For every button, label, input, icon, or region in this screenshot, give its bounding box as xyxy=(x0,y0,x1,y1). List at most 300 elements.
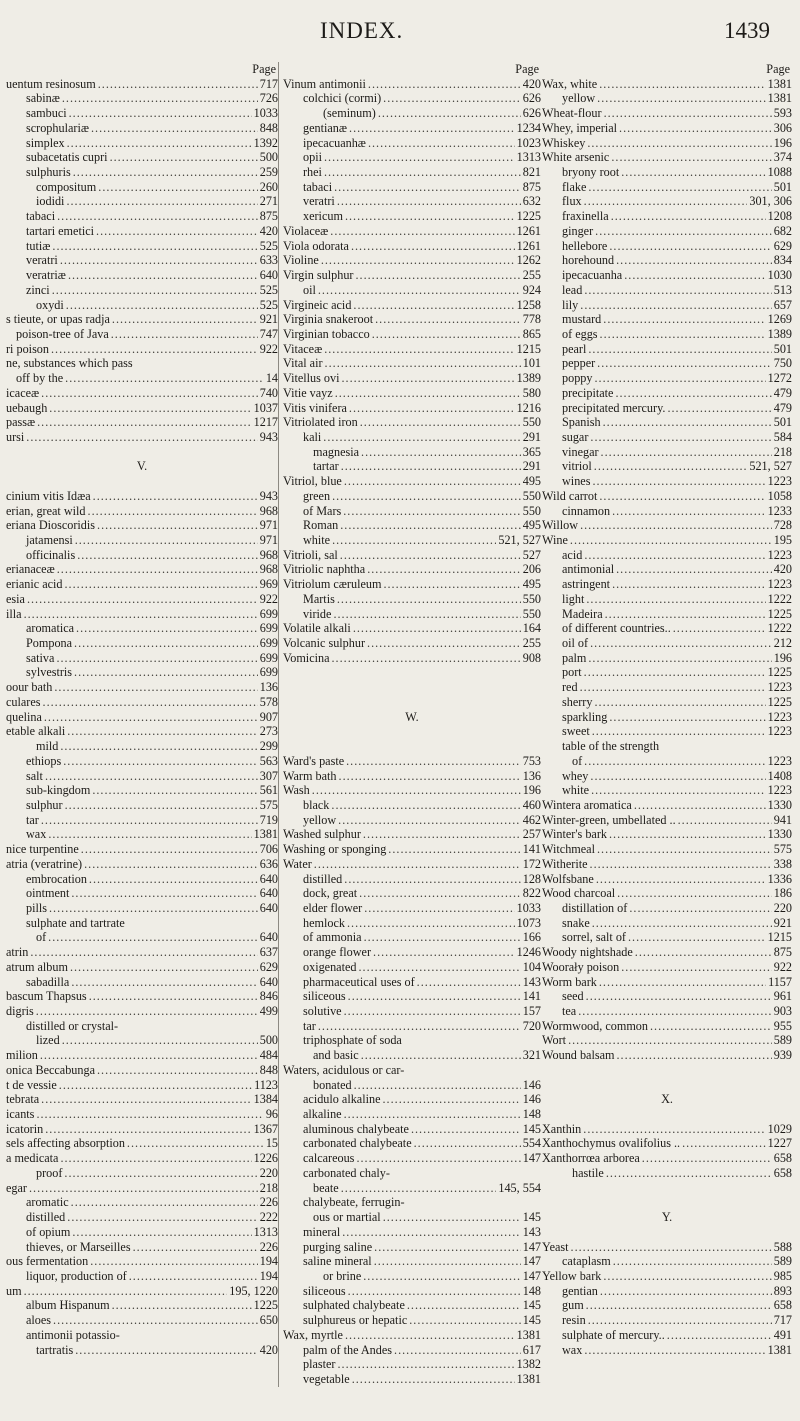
index-entry xyxy=(6,857,278,872)
entry-page-ref: 626 xyxy=(522,106,541,121)
entry-term: tar xyxy=(26,812,39,827)
entry-term: wax xyxy=(26,827,47,842)
dot-leader xyxy=(364,901,514,916)
entry-page-ref: 636 xyxy=(259,856,278,871)
index-column-1 xyxy=(6,62,278,1357)
entry-term: ginger xyxy=(562,223,594,238)
index-entry xyxy=(6,827,278,842)
entry-page-ref: 903 xyxy=(773,1004,792,1018)
dot-leader xyxy=(383,1092,521,1107)
entry-term: jatamensi xyxy=(26,533,73,547)
entry-page-ref: 479 xyxy=(773,400,792,415)
entry-page-ref: 212 xyxy=(773,636,792,651)
dot-leader xyxy=(27,592,258,607)
index-entry xyxy=(6,356,278,371)
dot-leader xyxy=(24,1284,228,1299)
entry-term: tabaci xyxy=(26,209,56,224)
entry-page-ref: 291 xyxy=(522,429,541,444)
index-entry xyxy=(542,1048,792,1063)
entry-page-ref: 699 xyxy=(259,650,278,665)
index-entry xyxy=(6,1004,278,1019)
entry-term: saline mineral xyxy=(303,1254,372,1269)
dot-leader xyxy=(584,548,765,563)
blank-line xyxy=(6,474,278,489)
entry-term: black xyxy=(303,797,330,812)
entry-term: Whiskey xyxy=(542,135,586,150)
index-entry xyxy=(542,386,792,401)
entry-page-ref: 1367 xyxy=(253,1121,278,1136)
index-entry xyxy=(6,121,278,136)
index-entry xyxy=(6,371,278,386)
page-number: 1439 xyxy=(724,18,770,43)
index-entry xyxy=(283,1136,541,1151)
dot-leader xyxy=(110,150,258,165)
entry-page-ref: 420 xyxy=(259,223,278,238)
entry-term: cinnamon xyxy=(562,503,611,518)
entry-term: sels affecting absorption xyxy=(6,1136,125,1151)
entry-term: Waters, acidulous or car- xyxy=(283,1062,405,1077)
dot-leader xyxy=(409,1313,520,1328)
index-entry xyxy=(6,1343,278,1358)
index-entry xyxy=(6,989,278,1004)
index-entry xyxy=(542,1151,792,1166)
dot-leader xyxy=(334,180,521,195)
entry-term: sulphuris xyxy=(26,165,71,180)
dot-leader xyxy=(580,680,766,695)
index-entry xyxy=(283,930,541,945)
dot-leader xyxy=(374,1240,521,1255)
entry-term: proof xyxy=(36,1165,63,1180)
entry-page-ref: 136 xyxy=(522,768,541,783)
index-entry xyxy=(542,724,792,739)
index-entry xyxy=(283,607,541,622)
entry-page-ref: 1313 xyxy=(253,1224,278,1239)
index-entry xyxy=(6,1151,278,1166)
entry-page-ref: 513 xyxy=(773,282,792,297)
dot-leader xyxy=(89,872,258,887)
entry-page-ref: 1225 xyxy=(253,1298,278,1313)
index-entry xyxy=(283,1254,541,1269)
entry-term: magnesia xyxy=(313,444,360,459)
entry-term: light xyxy=(562,591,585,606)
entry-page-ref: 1336 xyxy=(767,871,792,886)
index-entry xyxy=(283,489,541,504)
index-entry xyxy=(6,1136,278,1151)
index-entry xyxy=(6,91,278,106)
dot-leader xyxy=(41,813,258,828)
entry-page-ref: 271 xyxy=(259,194,278,209)
dot-leader xyxy=(612,504,766,519)
dot-leader xyxy=(580,518,772,533)
index-entry xyxy=(6,136,278,151)
dot-leader xyxy=(54,680,257,695)
blank-line xyxy=(542,1107,792,1122)
dot-leader xyxy=(414,1136,521,1151)
dot-leader xyxy=(331,798,520,813)
entry-term: Worm bark xyxy=(542,974,597,989)
dot-leader xyxy=(314,857,521,872)
index-entry xyxy=(6,1298,278,1313)
entry-term: sub-kingdom xyxy=(26,783,91,798)
blank-line xyxy=(283,724,541,739)
index-entry xyxy=(6,489,278,504)
entry-page-ref: 554 xyxy=(522,1136,541,1151)
dot-leader xyxy=(332,651,521,666)
entry-page-ref: 145 xyxy=(522,1210,541,1225)
entry-page-ref: 747 xyxy=(259,326,278,341)
index-entry xyxy=(283,165,541,180)
entry-term: white xyxy=(562,783,590,798)
dot-leader xyxy=(383,91,521,106)
index-entry xyxy=(542,371,792,386)
entry-term: cataplasm xyxy=(562,1254,611,1269)
entry-page-ref: 491 xyxy=(773,1327,792,1342)
entry-page-ref: 501 xyxy=(773,341,792,356)
entry-page-ref: 1033 xyxy=(516,900,541,915)
entry-term: lead xyxy=(562,282,583,297)
entry-page-ref: 495 xyxy=(522,518,541,533)
entry-term: Wolfsbane xyxy=(542,871,594,886)
index-entry xyxy=(6,960,278,975)
dot-leader xyxy=(571,1240,772,1255)
dot-leader xyxy=(588,180,771,195)
index-entry xyxy=(283,1004,541,1019)
index-entry xyxy=(6,1328,278,1343)
entry-term: liquor, production of xyxy=(26,1268,127,1283)
index-entry xyxy=(542,783,792,798)
entry-term: vinegar xyxy=(562,444,599,459)
index-entry xyxy=(6,224,278,239)
index-column-3 xyxy=(542,62,792,1357)
page-column-heading xyxy=(283,62,541,77)
dot-leader xyxy=(417,975,521,990)
entry-page-ref: 1225 xyxy=(516,209,541,224)
entry-term: of different countries.. xyxy=(562,621,671,636)
index-entry xyxy=(6,798,278,813)
index-entry xyxy=(542,1313,792,1328)
index-entry xyxy=(6,77,278,92)
index-entry xyxy=(283,798,541,813)
entry-page-ref: 484 xyxy=(259,1048,278,1063)
entry-page-ref: 1029 xyxy=(767,1121,792,1136)
dot-leader xyxy=(594,695,765,710)
dot-leader xyxy=(388,842,520,857)
entry-term: Volatile alkali xyxy=(283,621,351,636)
entry-page-ref: 1408 xyxy=(767,768,792,783)
index-entry xyxy=(542,1004,792,1019)
entry-page-ref: 495 xyxy=(522,474,541,489)
index-entry xyxy=(542,1328,792,1343)
section-letter-text: X. xyxy=(661,1092,673,1107)
entry-term: oxydi xyxy=(36,297,64,312)
dot-leader xyxy=(596,872,766,887)
index-entry xyxy=(6,401,278,416)
entry-term: vitriol xyxy=(562,459,592,474)
index-entry xyxy=(542,150,792,165)
entry-page-ref: 365 xyxy=(522,444,541,459)
entry-page-ref: 1246 xyxy=(516,945,541,960)
entry-page-ref: 1223 xyxy=(767,783,792,798)
index-entry xyxy=(542,268,792,283)
blank-line xyxy=(542,1225,792,1240)
index-entry xyxy=(6,342,278,357)
entry-page-ref: 1225 xyxy=(767,606,792,621)
index-entry xyxy=(283,651,541,666)
entry-page-ref: 460 xyxy=(522,797,541,812)
entry-term: mustard xyxy=(562,312,602,327)
entry-term: Virgin sulphur xyxy=(283,268,354,283)
index-entry xyxy=(6,916,278,931)
entry-term: xericum xyxy=(303,209,343,224)
entry-term: culares xyxy=(6,694,41,709)
entry-term: elder flower xyxy=(303,900,363,915)
dot-leader xyxy=(346,754,521,769)
entry-page-ref: 969 xyxy=(259,577,278,592)
entry-term: Vomicina xyxy=(283,650,330,665)
entry-page-ref: 291 xyxy=(522,459,541,474)
entry-term: ipecacuanha xyxy=(562,268,623,283)
dot-leader xyxy=(603,415,772,430)
entry-page-ref: 521, 527 xyxy=(749,459,792,474)
entry-term: sylvestris xyxy=(26,665,73,680)
dot-leader xyxy=(344,1107,521,1122)
index-entry xyxy=(542,430,792,445)
dot-leader xyxy=(36,1107,263,1122)
dot-leader xyxy=(344,1004,521,1019)
index-entry xyxy=(283,77,541,92)
index-entry xyxy=(542,1343,792,1358)
entry-term: gum xyxy=(562,1298,584,1313)
index-entry xyxy=(6,872,278,887)
section-letter-text: V. xyxy=(136,459,148,474)
entry-page-ref: 822 xyxy=(522,886,541,901)
index-entry xyxy=(542,916,792,931)
dot-leader xyxy=(48,827,251,842)
index-entry xyxy=(6,562,278,577)
dot-leader xyxy=(67,1210,257,1225)
dot-leader xyxy=(595,224,772,239)
entry-page-ref: 1208 xyxy=(767,209,792,224)
index-entry xyxy=(542,901,792,916)
entry-page-ref: 1381 xyxy=(767,91,792,106)
entry-page-ref: 527 xyxy=(522,547,541,562)
entry-term: distilled or crystal- xyxy=(26,1018,119,1033)
entry-term: oour bath xyxy=(6,680,53,695)
index-entry xyxy=(542,327,792,342)
entry-term: ipecacuanhæ xyxy=(303,135,366,150)
entry-page-ref: 196 xyxy=(773,650,792,665)
entry-page-ref: 580 xyxy=(522,385,541,400)
dot-leader xyxy=(600,327,766,342)
entry-page-ref: 1381 xyxy=(516,1371,541,1386)
dot-leader xyxy=(361,1048,521,1063)
dot-leader xyxy=(591,783,766,798)
entry-term: table of the strength xyxy=(562,739,660,754)
dot-leader xyxy=(71,975,257,990)
index-entry xyxy=(542,504,792,519)
index-entry xyxy=(542,1033,792,1048)
entry-page-ref: 968 xyxy=(259,562,278,577)
page-column-heading xyxy=(542,62,792,77)
index-entry xyxy=(542,695,792,710)
dot-leader xyxy=(323,430,520,445)
index-entry xyxy=(6,1225,278,1240)
dot-leader xyxy=(411,1122,521,1137)
index-entry xyxy=(542,445,792,460)
section-letter xyxy=(283,710,541,725)
entry-page-ref: 921 xyxy=(773,915,792,930)
dot-leader xyxy=(616,253,772,268)
dot-leader xyxy=(592,724,766,739)
dot-leader xyxy=(667,1328,772,1343)
entry-term: veratri xyxy=(26,253,58,268)
entry-term: Vitis vinifera xyxy=(283,400,347,415)
index-entry xyxy=(283,327,541,342)
index-entry xyxy=(6,769,278,784)
entry-page-ref: 550 xyxy=(522,606,541,621)
entry-term: solutive xyxy=(303,1004,342,1018)
index-entry xyxy=(283,91,541,106)
entry-page-ref: 657 xyxy=(773,297,792,312)
dot-leader xyxy=(60,253,258,268)
entry-term: Vitie vayz xyxy=(283,385,333,400)
entry-page-ref: 626 xyxy=(522,91,541,106)
index-entry xyxy=(542,1019,792,1034)
dot-leader xyxy=(52,239,257,254)
index-entry xyxy=(6,680,278,695)
entry-term: whey xyxy=(562,768,589,783)
dot-leader xyxy=(616,1048,771,1063)
entry-term: sambuci xyxy=(26,106,67,121)
entry-term: icatorin xyxy=(6,1121,44,1136)
index-entry xyxy=(542,827,792,842)
entry-term: viride xyxy=(303,606,332,621)
index-entry xyxy=(542,769,792,784)
dot-leader xyxy=(348,1284,521,1299)
dot-leader xyxy=(586,989,772,1004)
entry-page-ref: 147 xyxy=(522,1239,541,1254)
entry-term: Volcanic sulphur xyxy=(283,636,366,651)
entry-term: tar xyxy=(303,1018,316,1033)
entry-page-ref: 1217 xyxy=(253,415,278,430)
entry-term: wines xyxy=(562,474,591,489)
dot-leader xyxy=(75,1343,257,1358)
dot-leader xyxy=(597,842,772,857)
entry-term: zinci xyxy=(26,282,50,297)
entry-term: sabinæ xyxy=(26,91,60,106)
entry-page-ref: 971 xyxy=(259,518,278,533)
entry-page-ref: 525 xyxy=(259,238,278,253)
dot-leader xyxy=(24,607,258,622)
index-entry xyxy=(283,945,541,960)
dot-leader xyxy=(45,1122,251,1137)
entry-term: seed xyxy=(562,989,584,1004)
index-entry xyxy=(283,371,541,386)
dot-leader xyxy=(89,989,258,1004)
dot-leader xyxy=(332,489,521,504)
entry-page-ref: 220 xyxy=(773,900,792,915)
index-entry xyxy=(542,533,792,548)
dot-leader xyxy=(650,1019,772,1034)
index-entry xyxy=(283,783,541,798)
entry-page-ref: 1222 xyxy=(767,591,792,606)
dot-leader xyxy=(342,1225,520,1240)
entry-term: sulphate of mercury.. xyxy=(562,1327,665,1342)
dot-leader xyxy=(57,209,258,224)
blank-line xyxy=(283,695,541,710)
entry-term: Xanthochymus ovalifolius .. xyxy=(542,1136,681,1151)
entry-term: carbonated chaly- xyxy=(303,1165,390,1180)
entry-term: sweet xyxy=(562,724,590,739)
entry-page-ref: 501 xyxy=(773,179,792,194)
entry-term: precipitate xyxy=(562,385,614,400)
dot-leader xyxy=(599,77,765,92)
dot-leader xyxy=(383,577,520,592)
section-letter xyxy=(542,1210,792,1225)
index-entry xyxy=(542,489,792,504)
entry-page-ref: 848 xyxy=(259,1062,278,1077)
entry-term: poison-tree of Java xyxy=(16,326,109,341)
entry-term: ursi xyxy=(6,429,25,444)
entry-page-ref: 1223 xyxy=(767,753,792,768)
entry-term: Woorały poison xyxy=(542,959,620,974)
index-entry xyxy=(283,872,541,887)
index-entry xyxy=(6,1122,278,1137)
index-entry xyxy=(542,872,792,887)
entry-term: sulphureus or hepatic xyxy=(303,1313,408,1328)
entry-term: of ammonia xyxy=(303,930,362,945)
index-entry xyxy=(283,342,541,357)
index-entry xyxy=(542,1136,792,1151)
entry-term: gentian xyxy=(562,1283,598,1298)
entry-page-ref: 875 xyxy=(773,945,792,960)
entry-page-ref: 273 xyxy=(259,724,278,739)
dot-leader xyxy=(601,445,772,460)
entry-term: Violaceæ xyxy=(283,223,329,238)
index-entry xyxy=(283,430,541,445)
entry-term: Yeast xyxy=(542,1239,569,1254)
index-entry xyxy=(283,1210,541,1225)
entry-page-ref: 1330 xyxy=(767,797,792,812)
entry-page-ref: 321 xyxy=(522,1048,541,1063)
dot-leader xyxy=(53,1313,258,1328)
entry-term: (seminum) xyxy=(323,106,376,121)
entry-term: uentum resinosum xyxy=(6,76,96,91)
entry-page-ref: 1225 xyxy=(767,694,792,709)
index-entry xyxy=(6,739,278,754)
index-entry xyxy=(283,1107,541,1122)
index-column-2 xyxy=(278,62,541,1387)
entry-page-ref: 500 xyxy=(259,1033,278,1048)
entry-term: ointment xyxy=(26,886,70,901)
entry-page-ref: 658 xyxy=(773,1151,792,1166)
index-entry xyxy=(542,459,792,474)
dot-leader xyxy=(41,386,258,401)
entry-page-ref: 1222 xyxy=(767,621,792,636)
dot-leader xyxy=(41,1092,251,1107)
index-entry xyxy=(283,209,541,224)
entry-term: Vitriol, blue xyxy=(283,474,342,489)
index-entry xyxy=(6,283,278,298)
dot-leader xyxy=(337,194,521,209)
index-entry xyxy=(6,724,278,739)
entry-page-ref: 218 xyxy=(259,1180,278,1195)
dot-leader xyxy=(127,1136,264,1151)
entry-page-ref: 1223 xyxy=(767,547,792,562)
entry-page-ref: 575 xyxy=(773,842,792,857)
index-entry xyxy=(6,710,278,725)
dot-leader xyxy=(341,1181,497,1196)
